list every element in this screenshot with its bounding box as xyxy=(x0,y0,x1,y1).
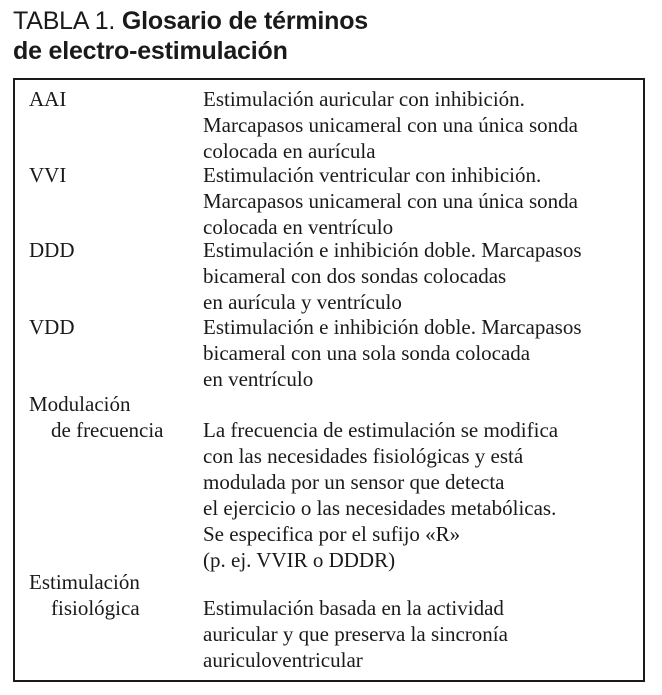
definition-cell xyxy=(203,417,643,573)
definition-line: Estimulación ventricular con inhibición. xyxy=(203,163,542,187)
term-cell xyxy=(29,237,75,263)
definition-line: con las necesidades fisiológicas y está xyxy=(203,444,524,468)
term-text: Estimulación xyxy=(29,570,140,594)
definition-line: auricular y que preserva la sincronía xyxy=(203,622,508,646)
definition-cell xyxy=(203,237,643,315)
title-line-2: de electro-estimulación xyxy=(13,37,288,65)
definition-cell xyxy=(203,595,643,673)
definition-line: Se especifica por el sufijo «R» xyxy=(203,522,461,546)
glossary-table xyxy=(13,78,645,682)
definition-line: bicameral con dos sondas colocadas xyxy=(203,264,507,288)
term-cell xyxy=(29,86,66,112)
definition-line: Estimulación e inhibición doble. Marcapasos xyxy=(203,238,582,262)
definition-line: Estimulación e inhibición doble. Marcapasos xyxy=(203,315,582,339)
definition-line: colocada en aurícula xyxy=(203,139,376,163)
title-line-1: Glosario de términos xyxy=(121,7,368,35)
term-text: DDD xyxy=(29,238,75,262)
term-text: VVI xyxy=(29,163,67,187)
definition-line: en aurícula y ventrículo xyxy=(203,290,402,314)
definition-line: Marcapasos unicameral con una única sonda xyxy=(203,113,578,137)
term-cell xyxy=(29,391,164,443)
definition-cell xyxy=(203,86,643,164)
definition-cell xyxy=(203,162,643,240)
term-cell xyxy=(29,569,140,621)
definition-line: el ejercicio o las necesidades metabólicas. xyxy=(203,496,557,520)
definition-line: en ventrículo xyxy=(203,367,314,391)
definition-line: Marcapasos unicameral con una única sonda xyxy=(203,189,578,213)
definition-cell xyxy=(203,314,643,392)
definition-line: (p. ej. VVIR o DDDR) xyxy=(203,548,396,572)
table-title xyxy=(13,6,368,66)
definition-line: colocada en ventrículo xyxy=(203,215,394,239)
table-number: TABLA 1. xyxy=(13,7,116,35)
term-text: AAI xyxy=(29,87,67,111)
definition-line: Estimulación auricular con inhibición. xyxy=(203,87,525,111)
term-text: fisiológica xyxy=(51,596,140,620)
term-cell xyxy=(29,162,66,188)
term-text: Modulación xyxy=(29,392,131,416)
term-text: VDD xyxy=(29,315,75,339)
term-cell xyxy=(29,314,75,340)
definition-line: bicameral con una sola sonda colocada xyxy=(203,341,531,365)
definition-line: auriculoventricular xyxy=(203,648,363,672)
definition-line: La frecuencia de estimulación se modifica xyxy=(203,418,559,442)
definition-line: Estimulación basada en la actividad xyxy=(203,596,504,620)
term-text: de frecuencia xyxy=(51,418,164,442)
definition-line: modulada por un sensor que detecta xyxy=(203,470,505,494)
